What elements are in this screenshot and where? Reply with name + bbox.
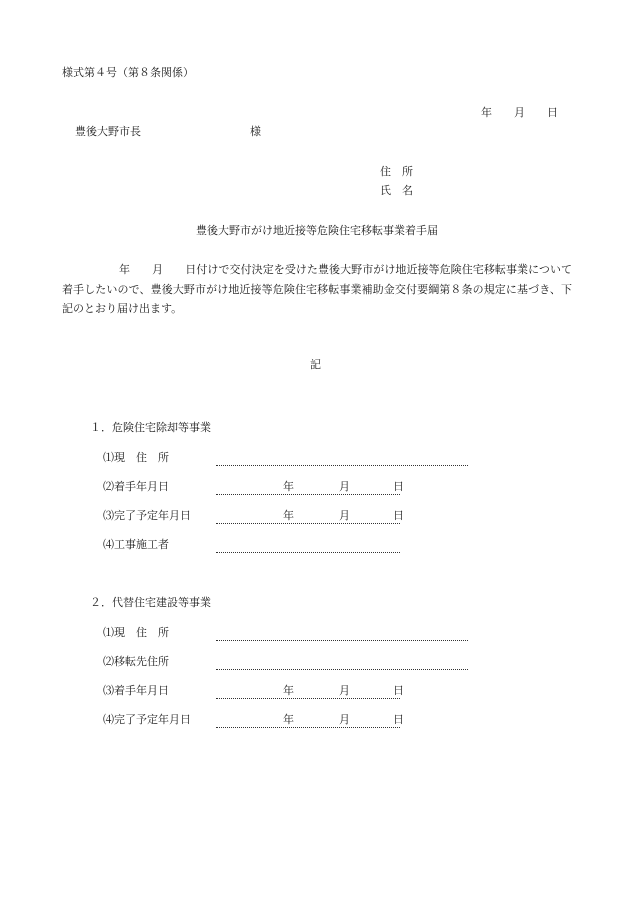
body-text: 日付けで交付決定を受けた豊後大野市がけ地近接等危険住宅移転事業について着手したいので、豊後大野市がけ地近接等危険住宅移転事業補助金交付要綱第８条の規定に基づき、下記のとおり届け出ます。 — [62, 263, 573, 315]
s2-start-date-field[interactable] — [216, 688, 400, 699]
s2-completion-day: 日 — [393, 713, 404, 726]
s1-address-label: ⑴現 住 所 — [103, 451, 169, 464]
date-day-label: 日 — [547, 106, 558, 119]
s1-completion-date-label: ⑶完了予定年月日 — [103, 509, 191, 522]
s1-contractor-label: ⑷工事施工者 — [103, 538, 169, 551]
form-number: 様式第４号（第８条関係） — [62, 66, 194, 79]
section2-heading: ２．代替住宅建設等事業 — [90, 596, 211, 609]
s1-completion-year: 年 — [283, 509, 294, 522]
s2-completion-year: 年 — [283, 713, 294, 726]
body-year-label: 年 — [119, 263, 131, 276]
body-paragraph — [62, 260, 572, 319]
document-title: 豊後大野市がけ地近接等危険住宅移転事業着手届 — [196, 224, 438, 237]
addressee-honorific: 様 — [250, 125, 261, 138]
s2-completion-date-field[interactable] — [216, 717, 400, 728]
addressee-name: 豊後大野市長 — [75, 125, 141, 138]
s2-completion-date-label: ⑷完了予定年月日 — [103, 713, 191, 726]
s2-relocation-address-label: ⑵移転先住所 — [103, 655, 169, 668]
s1-completion-day: 日 — [393, 509, 404, 522]
s1-start-date-field[interactable] — [216, 484, 400, 495]
s1-contractor-field[interactable] — [216, 542, 400, 553]
s2-address-field[interactable] — [216, 630, 468, 641]
s1-start-day: 日 — [393, 480, 404, 493]
s1-completion-month: 月 — [339, 509, 350, 522]
s2-address-label: ⑴現 住 所 — [103, 626, 169, 639]
s2-completion-month: 月 — [339, 713, 350, 726]
s1-address-field[interactable] — [216, 455, 468, 466]
date-year-label: 年 — [481, 106, 492, 119]
s2-start-month: 月 — [339, 684, 350, 697]
s2-relocation-address-field[interactable] — [216, 659, 468, 670]
s2-start-year: 年 — [283, 684, 294, 697]
s1-start-year: 年 — [283, 480, 294, 493]
s1-start-date-label: ⑵着手年月日 — [103, 480, 169, 493]
s1-completion-date-field[interactable] — [216, 513, 400, 524]
ki-label: 記 — [310, 358, 321, 371]
section1-heading: １．危険住宅除却等事業 — [90, 421, 211, 434]
s2-start-day: 日 — [393, 684, 404, 697]
address-label: 住 所 — [380, 165, 413, 178]
s1-start-month: 月 — [339, 480, 350, 493]
date-month-label: 月 — [514, 106, 525, 119]
s2-start-date-label: ⑶着手年月日 — [103, 684, 169, 697]
name-label: 氏 名 — [380, 184, 413, 197]
body-month-label: 月 — [152, 263, 164, 276]
